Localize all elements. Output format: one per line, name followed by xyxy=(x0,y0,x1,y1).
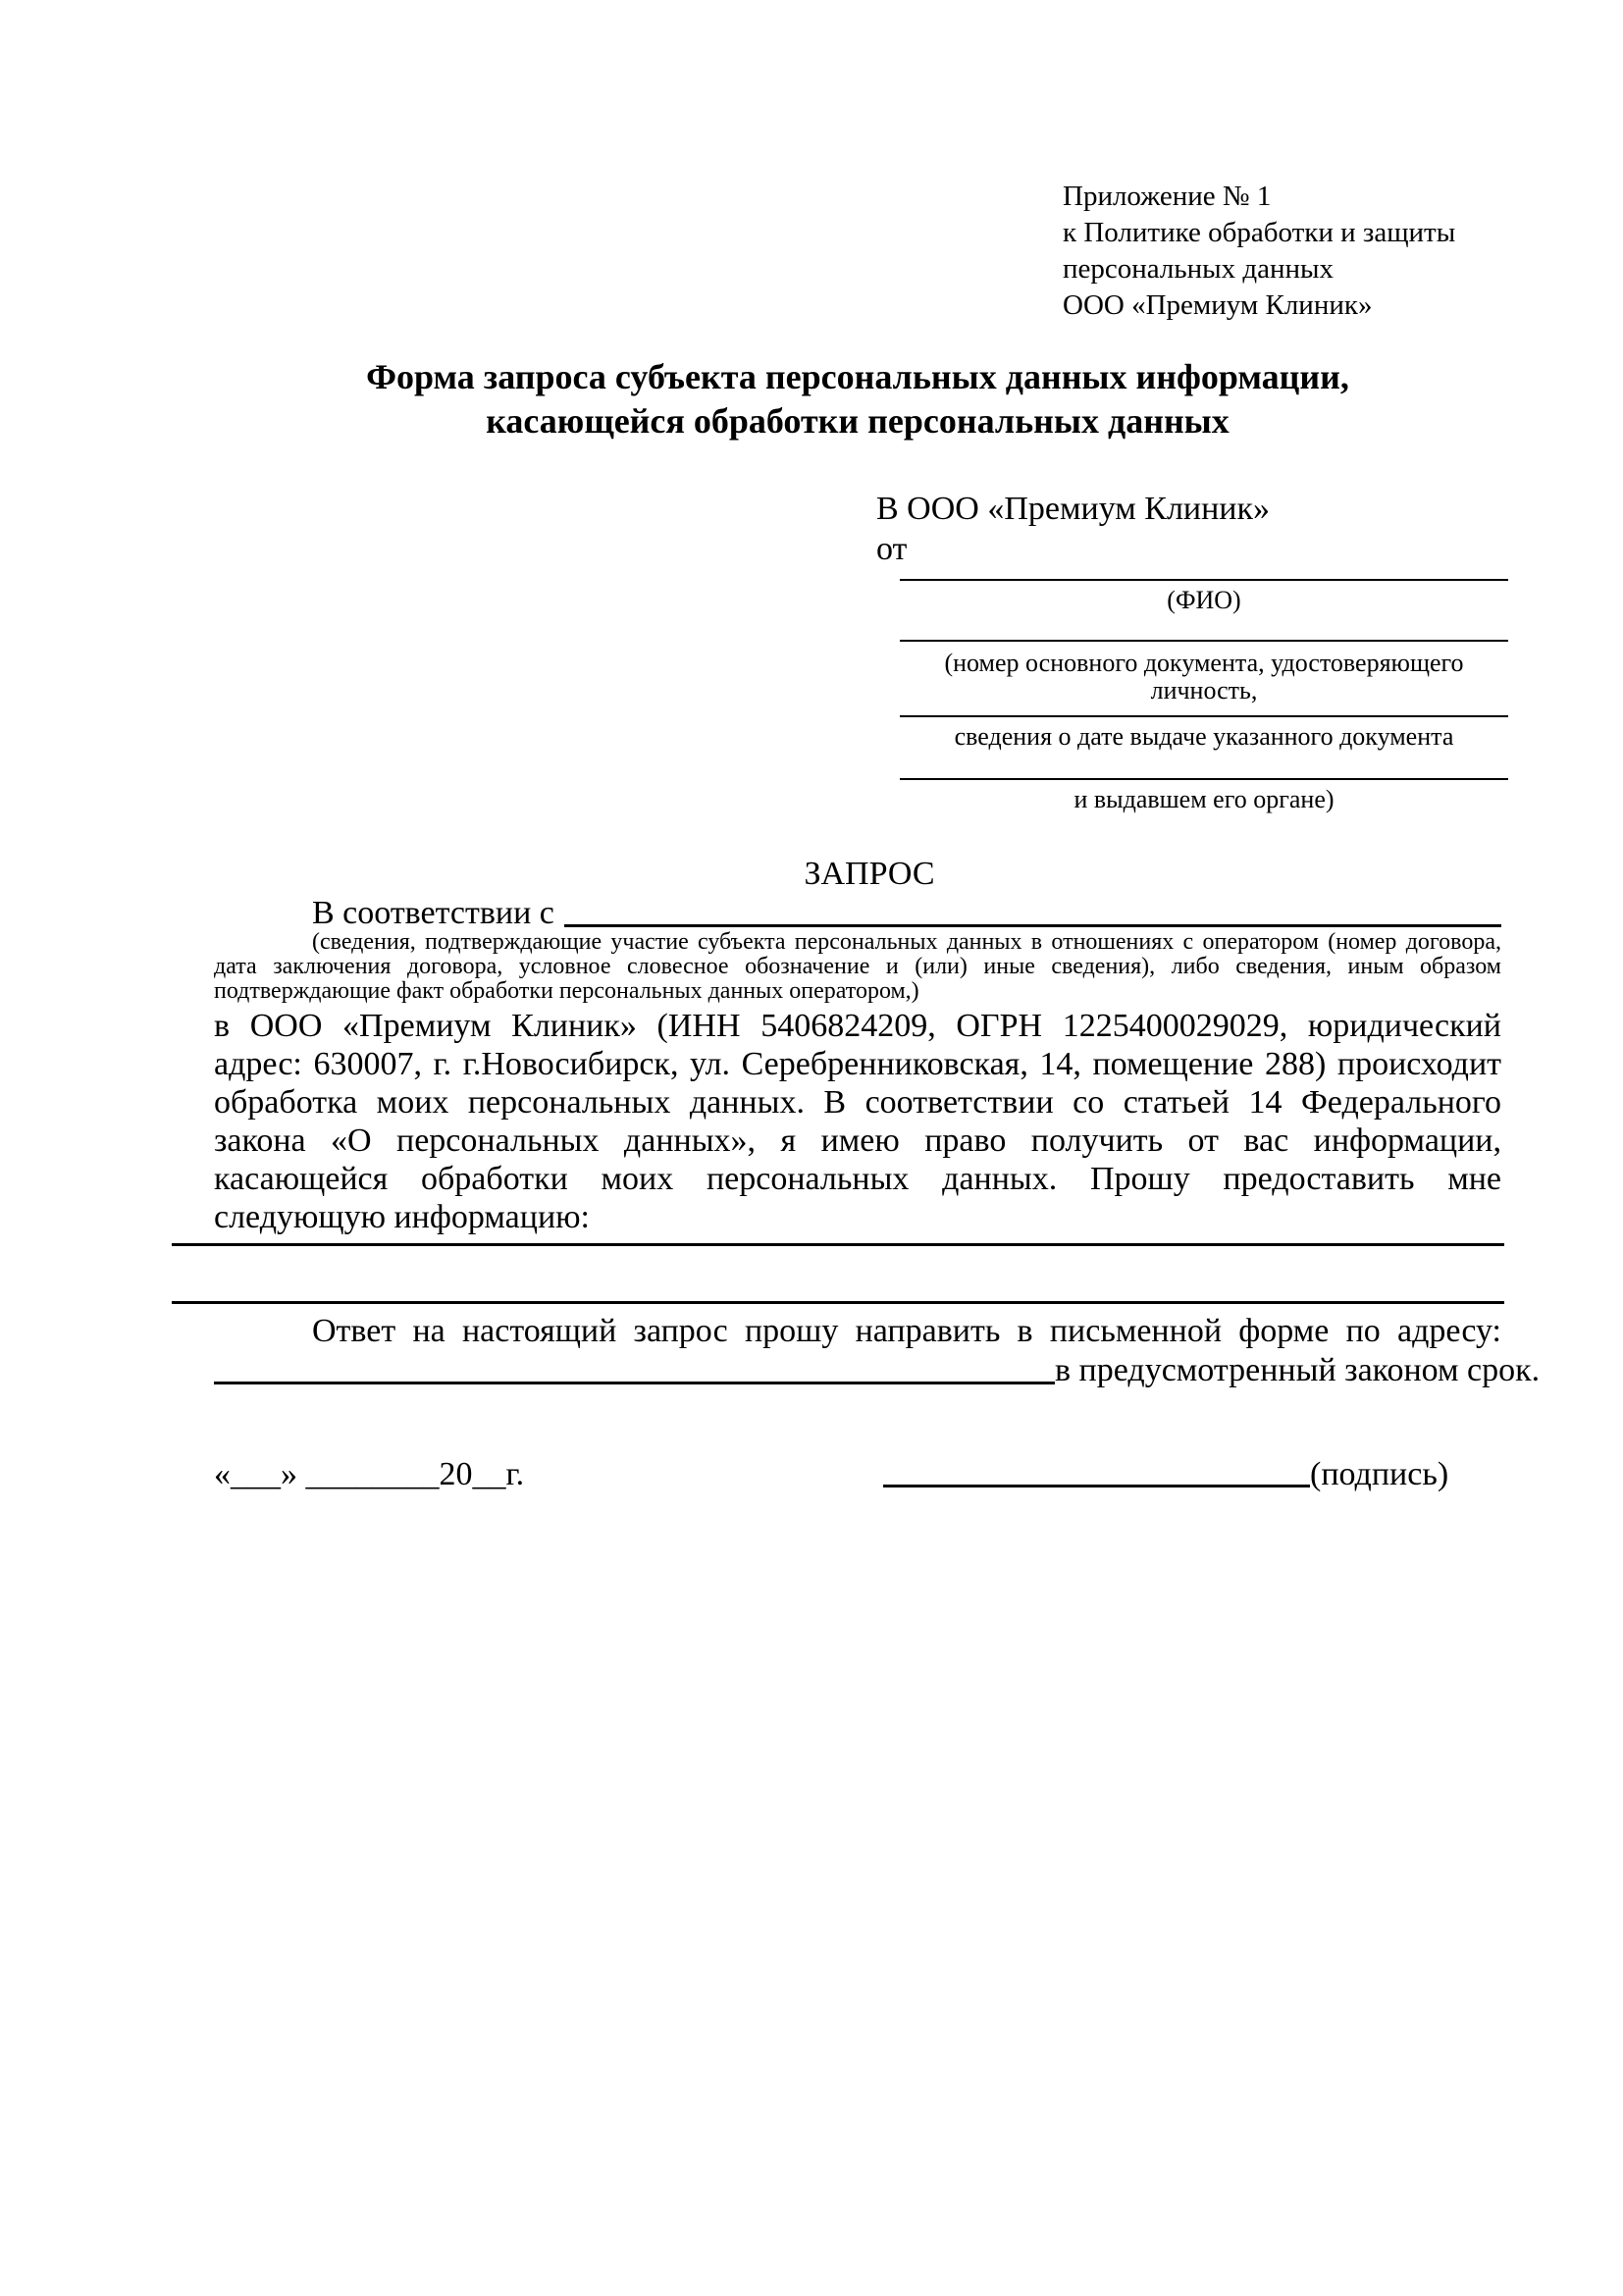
page-title: Форма запроса субъекта персональных данных информации, касающейся обработки персональных данных xyxy=(366,357,1349,441)
fio-caption: (ФИО) xyxy=(1167,586,1241,614)
issuing-authority-caption: и выдавшем его органе) xyxy=(1073,785,1335,813)
title-wrap xyxy=(214,355,1501,444)
address-blank-field[interactable] xyxy=(214,1382,1055,1384)
issue-date-caption: сведения о дате выдаче указанного документа xyxy=(954,722,1454,751)
appendix-line: Приложение № 1 xyxy=(1063,181,1272,212)
appendix-line: персональных данных xyxy=(1063,253,1335,285)
document-number-caption: (номер основного документа, удостоверяющего личность, xyxy=(944,649,1464,704)
fio-blank-field[interactable] xyxy=(900,579,1508,581)
addressee-to: В ООО «Премиум Клиник» xyxy=(876,491,1271,527)
issue-date-blank-field[interactable] xyxy=(900,715,1508,717)
signature-blank-field[interactable] xyxy=(883,1485,1310,1487)
signature-row xyxy=(883,1456,1448,1493)
accordance-blank-field[interactable] xyxy=(564,924,1501,927)
reply-delivery-suffix: в предусмотренный законом срок. xyxy=(1055,1352,1541,1388)
appendix-block xyxy=(1063,179,1455,324)
document-number-blank-field[interactable] xyxy=(900,640,1508,642)
appendix-line: к Политике обработки и защиты xyxy=(1063,217,1456,248)
clarification-note: (сведения, подтверждающие участие субъекта персональных данных в отношениях с оператором (номер договора, дата заключения договора, условное словесное обозначение и (или) иные сведения), либо сведения, иным образом подтверждающие факт обработки персональных данных оператором,) xyxy=(214,929,1501,1004)
signature-caption: (подпись) xyxy=(1310,1456,1449,1492)
appendix-line: ООО «Премиум Клиник» xyxy=(1063,289,1373,321)
accordance-prefix: В соответствии с xyxy=(312,895,554,931)
request-heading: ЗАПРОС xyxy=(804,856,935,892)
addressee-from-label: от xyxy=(876,531,908,567)
information-blank-field[interactable] xyxy=(172,1301,1504,1304)
reply-address-row xyxy=(214,1352,1541,1389)
reply-delivery-text: Ответ на настоящий запрос прошу направить в письменной форме по адресу: xyxy=(312,1313,1501,1349)
date-blank-field[interactable]: «___» ________20__г. xyxy=(214,1456,525,1492)
accordance-row xyxy=(214,895,1501,932)
issuing-authority-blank-field[interactable] xyxy=(900,778,1508,780)
information-blank-field[interactable] xyxy=(172,1243,1504,1246)
request-body: в ООО «Премиум Клиник» (ИНН 5406824209, ОГРН 1225400029029, юридический адрес: 630007, г. г.Новосибирск, ул. Серебренниковская, 14, помещение 288) происходит обработка моих персональных данных. В соответствии со статьей 14 Федерального закона «О персональных данных», я имею право получить от вас информации, касающейся обработки моих персональных данных. Прошу предоставить мне следующую информацию: xyxy=(214,1008,1501,1235)
